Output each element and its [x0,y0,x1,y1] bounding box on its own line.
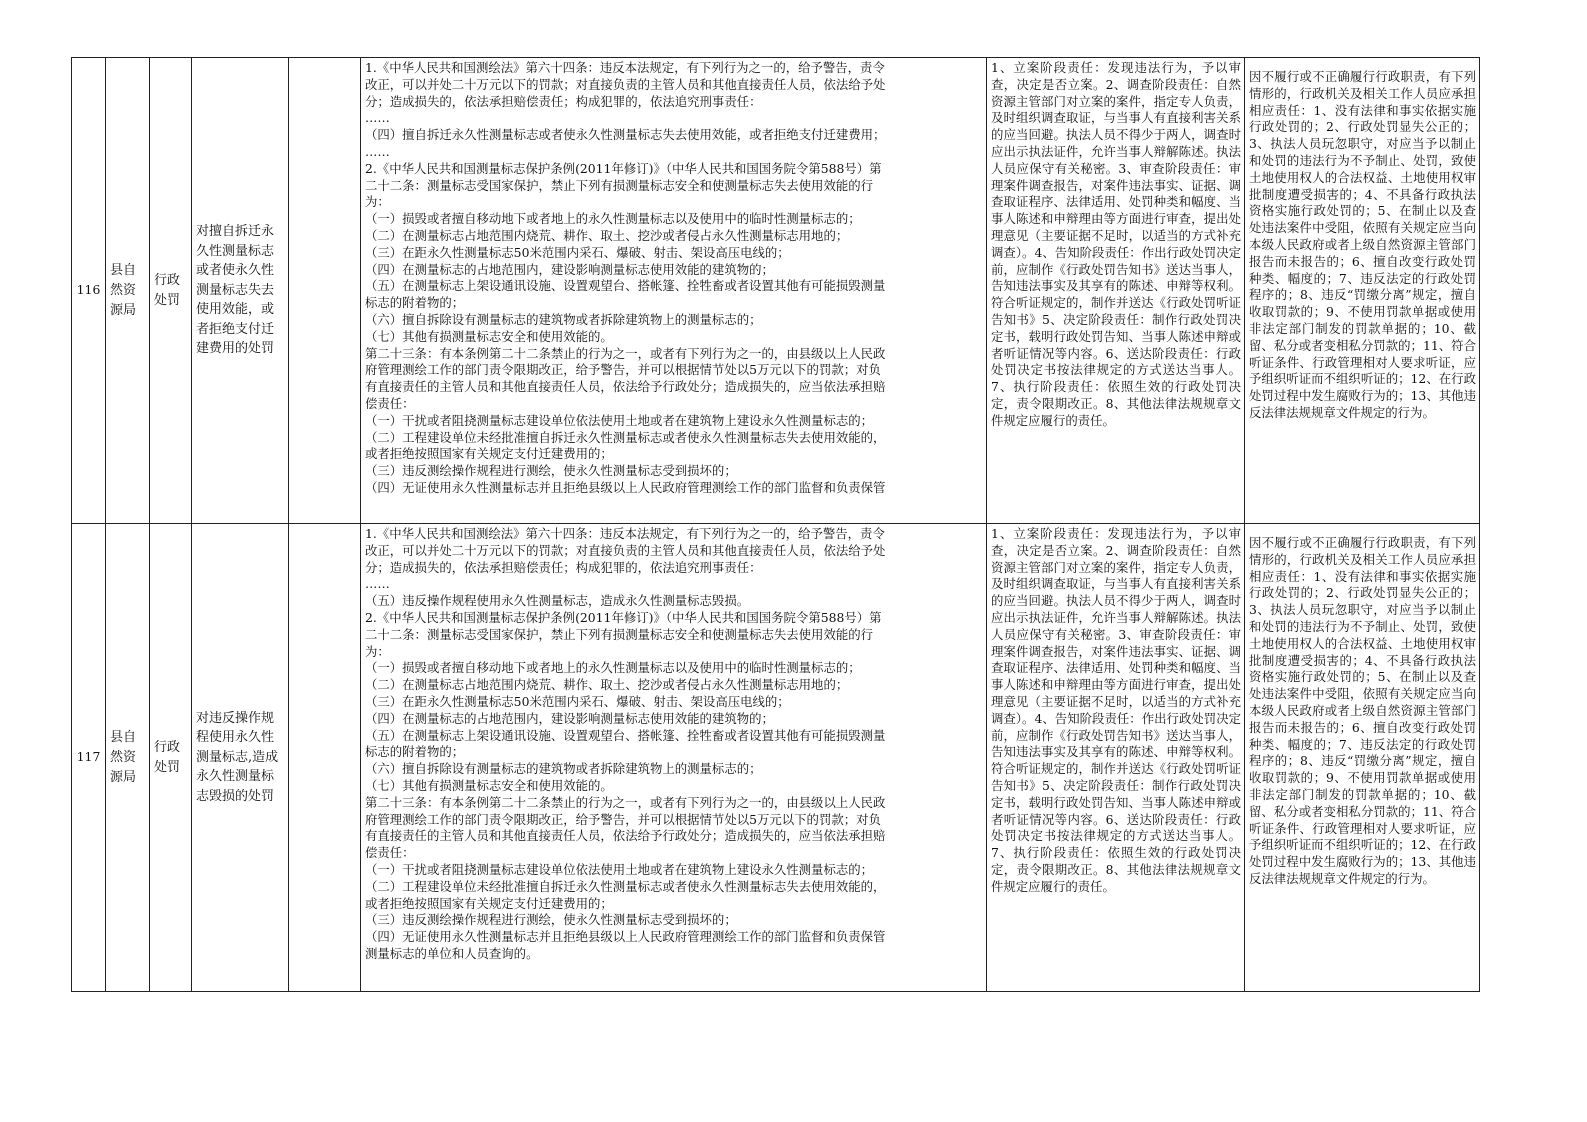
legal-basis-line: 二十二条：测量标志受国家保护，禁止下列有损测量标志安全和使测量标志失去使用效能的行 [365,626,874,642]
legal-basis-line: （四）在测量标志的占地范围内，建设影响测量标志使用效能的建筑物的； [365,261,774,277]
legal-basis-line: （一）损毁或者擅自移动地下或者地上的永久性测量标志以及使用中的临时性测量标志的； [365,660,861,676]
legal-basis-line: 2.《中华人民共和国测量标志保护条例(2011年修订)》（中华人民共和国国务院令第588号）第 [365,609,882,625]
legal-basis-line: （七）其他有损测量标志安全和使用效能的。 [365,328,613,344]
legal-basis-line: （一）干扰或者阻挠测量标志建设单位依法使用土地或者在建筑物上建设永久性测量标志的； [365,412,874,428]
item-name-cell: 对擅自拆迁永久性测量标志或者使永久性测量标志失去使用效能，或者拒绝支付迁建费用的处罚 [192,58,289,524]
legal-basis-line: （四）擅自拆迁永久性测量标志或者使永久性测量标志失去使用效能，或者拒绝支付迁建费用； [365,127,886,143]
legal-basis-line: …… [365,143,390,159]
power-type-cell: 行政处罚 [150,58,192,524]
legal-basis-line: （五）违反操作规程使用永久性测量标志，造成永久性测量标志毁损。 [365,593,750,609]
power-type-cell: 行政处罚 [150,524,192,992]
accountability-cell [1245,524,1480,992]
table-row-116 [72,58,1480,524]
responsibility-cell [987,524,1245,992]
legal-basis-line: 或者拒绝按照国家有关规定支付迁建费用的； [365,446,613,462]
legal-basis-line: 有直接责任的主管人员和其他直接责任人员，依法给予行政处分；造成损失的，应当依法承担赔 [365,828,886,844]
legal-basis-line: （四）在测量标志的占地范围内，建设影响测量标志使用效能的建筑物的； [365,710,774,726]
legal-basis-line: 二十二条：测量标志受国家保护，禁止下列有损测量标志安全和使测量标志失去使用效能的行 [365,177,874,193]
legal-basis-line: （六）擅自拆除设有测量标志的建筑物或者拆除建筑物上的测量标志的； [365,761,762,777]
legal-basis-line: 偿责任： [365,845,415,861]
legal-basis-line: 2.《中华人民共和国测量标志保护条例(2011年修订)》（中华人民共和国国务院令第588号）第 [365,160,882,176]
accountability-text: 因不履行或不正确履行行政职责，有下列情形的，行政机关及相关工作人员应承担相应责任：1、没有法律和事实依据实施行政处罚的；2、行政处罚显失公正的；3、执法人员玩忽职守，对应当予以制止和处罚的违法行为不予制止、处罚，致使土地使用权人的合法权益、土地使用权审批制度遭受损害的；4、不具备行政执法资格实施行政处罚的；5、在制止以及查处违法案件中受阻，依照有关规定应当向本级人民政府或者上级自然资源主管部门报告而未报告的；6、擅自改变行政处罚种类、幅度的；7、违反法定的行政处罚程序的；8、违反“罚缴分离”规定，擅自收取罚款的；9、不使用罚款单据或使用非法定部门制发的罚款单据的；10、截留、私分或者变相私分罚款的；11、符合听证条件、行政管理相对人要求听证，应予组织听证而不组织听证的；12、在行政处罚过程中发生腐败行为的；13、其他违反法律法规规章文件规定的行为。 [1249,535,1476,886]
accountability-text: 因不履行或不正确履行行政职责，有下列情形的，行政机关及相关工作人员应承担相应责任：1、没有法律和事实依据实施行政处罚的；2、行政处罚显失公正的；3、执法人员玩忽职守，对应当予以制止和处罚的违法行为不予制止、处罚，致使土地使用权人的合法权益、土地使用权审批制度遭受损害的；4、不具备行政执法资格实施行政处罚的；5、在制止以及查处违法案件中受阻，依照有关规定应当向本级人民政府或者上级自然资源主管部门报告而未报告的；6、擅自改变行政处罚种类、幅度的；7、违反法定的行政处罚程序的；8、违反“罚缴分离”规定，擅自收取罚款的；9、不使用罚款单据或使用非法定部门制发的罚款单据的；10、截留、私分或者变相私分罚款的；11、符合听证条件、行政管理相对人要求听证，应予组织听证而不组织听证的；12、在行政处罚过程中发生腐败行为的；13、其他违反法律法规规章文件规定的行为。 [1249,69,1476,420]
legal-basis-line: （二）工程建设单位未经批准擅自拆迁永久性测量标志或者使永久性测量标志失去使用效能的， [365,878,886,894]
legal-basis-line: （一）干扰或者阻挠测量标志建设单位依法使用土地或者在建筑物上建设永久性测量标志的； [365,861,874,877]
row-number: 116 [72,58,106,524]
accountability-cell [1245,58,1480,524]
legal-basis-line: （二）工程建设单位未经批准擅自拆迁永久性测量标志或者使永久性测量标志失去使用效能的， [365,429,886,445]
legal-basis-line: （四）无证使用永久性测量标志并且拒绝县级以上人民政府管理测绘工作的部门监督和负责保管 [365,479,886,495]
legal-basis-lines [365,526,983,990]
legal-basis-line: 分；造成损失的，依法承担赔偿责任；构成犯罪的，依法追究刑事责任： [365,559,762,575]
legal-basis-cell [361,58,987,524]
legal-basis-line: 改正，可以并处二十万元以下的罚款；对直接负责的主管人员和其他直接责任人员，依法给予处 [365,76,886,92]
item-name-cell: 对违反操作规程使用永久性测量标志,造成永久性测量标志毁损的处罚 [192,524,289,992]
legal-basis-line: （二）在测量标志占地范围内烧荒、耕作、取土、挖沙或者侵占永久性测量标志用地的； [365,677,849,693]
power-list-table [71,57,1480,992]
sub-item-cell [289,58,361,524]
legal-basis-line: （三）在距永久性测量标志50米范围内采石、爆破、射击、架设高压电线的； [365,693,790,709]
legal-basis-line: 标志的附着物的； [365,744,465,760]
legal-basis-line: 偿责任： [365,395,415,411]
legal-basis-line: （七）其他有损测量标志安全和使用效能的。 [365,777,613,793]
legal-basis-line: （三）违反测绘操作规程进行测绘，使永久性测量标志受到损坏的； [365,463,737,479]
legal-basis-line: 或者拒绝按照国家有关规定支付迁建费用的； [365,895,613,911]
legal-basis-line: …… [365,110,390,126]
table-row-117 [72,524,1480,992]
sub-item-cell [289,524,361,992]
legal-basis-line: 有直接责任的主管人员和其他直接责任人员，依法给予行政处分；造成损失的，应当依法承担赔 [365,379,886,395]
legal-basis-lines [365,60,983,522]
legal-basis-line: 1.《中华人民共和国测绘法》第六十四条：违反本法规定，有下列行为之一的，给予警告，责令 [365,60,885,75]
legal-basis-line: 分；造成损失的，依法承担赔偿责任；构成犯罪的，依法追究刑事责任： [365,93,762,109]
legal-basis-line: （六）擅自拆除设有测量标志的建筑物或者拆除建筑物上的测量标志的； [365,311,762,327]
legal-basis-line: （一）损毁或者擅自移动地下或者地上的永久性测量标志以及使用中的临时性测量标志的； [365,211,861,227]
legal-basis-line: 改正，可以并处二十万元以下的罚款；对直接负责的主管人员和其他直接责任人员，依法给予处 [365,542,886,558]
responsibility-cell [987,58,1245,524]
legal-basis-line: 为： [365,643,390,659]
legal-basis-line: （三）违反测绘操作规程进行测绘，使永久性测量标志受到损坏的； [365,912,737,928]
legal-basis-line: （二）在测量标志占地范围内烧荒、耕作、取土、挖沙或者侵占永久性测量标志用地的； [365,227,849,243]
legal-basis-line: （五）在测量标志上架设通讯设施、设置观望台、搭帐篷、拴牲畜或者设置其他有可能损毁测量 [365,278,886,294]
legal-basis-line: （三）在距永久性测量标志50米范围内采石、爆破、射击、架设高压电线的； [365,244,790,260]
responsibility-text: 1、立案阶段责任：发现违法行为，予以审查，决定是否立案。2、调查阶段责任：自然资源主管部门对立案的案件，指定专人负责，及时组织调查取证，与当事人有直接利害关系的应当回避。执法人员不得少于两人，调查时应出示执法证件，允许当事人辩解陈述。执法人员应保守有关秘密。3、审查阶段责任：审理案件调查报告，对案件违法事实、证据、调查取证程序、法律适用、处罚种类和幅度、当事人陈述和申辩理由等方面进行审查，提出处理意见（主要证据不足时，以适当的方式补充调查）。4、告知阶段责任：作出行政处罚决定前，应制作《行政处罚告知书》送达当事人，告知违法事实及其享有的陈述、申辩等权利。符合听证规定的，制作并送达《行政处罚听证告知书》5、决定阶段责任：制作行政处罚决定书，载明行政处罚告知、当事人陈述申辩或者听证情况等内容。6、送达阶段责任：行政处罚决定书按法律规定的方式送达当事人。7、执行阶段责任：依照生效的行政处罚决定，责令限期改正。8、其他法律法规规章文件规定应履行的责任。 [991,526,1241,894]
legal-basis-line: 第二十三条：有本条例第二十二条禁止的行为之一，或者有下列行为之一的，由县级以上人民政 [365,345,886,361]
department-cell: 县自然资源局 [106,58,150,524]
legal-basis-line: 第二十三条：有本条例第二十二条禁止的行为之一，或者有下列行为之一的，由县级以上人民政 [365,794,886,810]
legal-basis-line: 测量标志的单位和人员查询的。 [365,945,539,961]
legal-basis-cell [361,524,987,992]
row-number: 117 [72,524,106,992]
legal-basis-line: 府管理测绘工作的部门责令限期改正，给予警告，并可以根据情节处以5万元以下的罚款；对负 [365,811,881,827]
legal-basis-line: …… [365,576,390,592]
legal-basis-line: （五）在测量标志上架设通讯设施、设置观望台、搭帐篷、拴牲畜或者设置其他有可能损毁测量 [365,727,886,743]
responsibility-text: 1、立案阶段责任：发现违法行为，予以审查，决定是否立案。2、调查阶段责任：自然资源主管部门对立案的案件，指定专人负责，及时组织调查取证，与当事人有直接利害关系的应当回避。执法人员不得少于两人，调查时应出示执法证件，允许当事人辩解陈述。执法人员应保守有关秘密。3、审查阶段责任：审理案件调查报告，对案件违法事实、证据、调查取证程序、法律适用、处罚种类和幅度、当事人陈述和申辩理由等方面进行审查，提出处理意见（主要证据不足时，以适当的方式补充调查）。4、告知阶段责任：作出行政处罚决定前，应制作《行政处罚告知书》送达当事人，告知违法事实及其享有的陈述、申辩等权利。符合听证规定的，制作并送达《行政处罚听证告知书》5、决定阶段责任：制作行政处罚决定书，载明行政处罚告知、当事人陈述申辩或者听证情况等内容。6、送达阶段责任：行政处罚决定书按法律规定的方式送达当事人。7、执行阶段责任：依照生效的行政处罚决定，责令限期改正。8、其他法律法规规章文件规定应履行的责任。 [991,60,1241,428]
legal-basis-line: （四）无证使用永久性测量标志并且拒绝县级以上人民政府管理测绘工作的部门监督和负责保管 [365,929,886,945]
legal-basis-line: 府管理测绘工作的部门责令限期改正，给予警告，并可以根据情节处以5万元以下的罚款；对负 [365,362,881,378]
legal-basis-line: 标志的附着物的； [365,295,465,311]
legal-basis-line: 1.《中华人民共和国测绘法》第六十四条：违反本法规定，有下列行为之一的，给予警告，责令 [365,526,885,541]
department-cell: 县自然资源局 [106,524,150,992]
legal-basis-line: 为： [365,194,390,210]
